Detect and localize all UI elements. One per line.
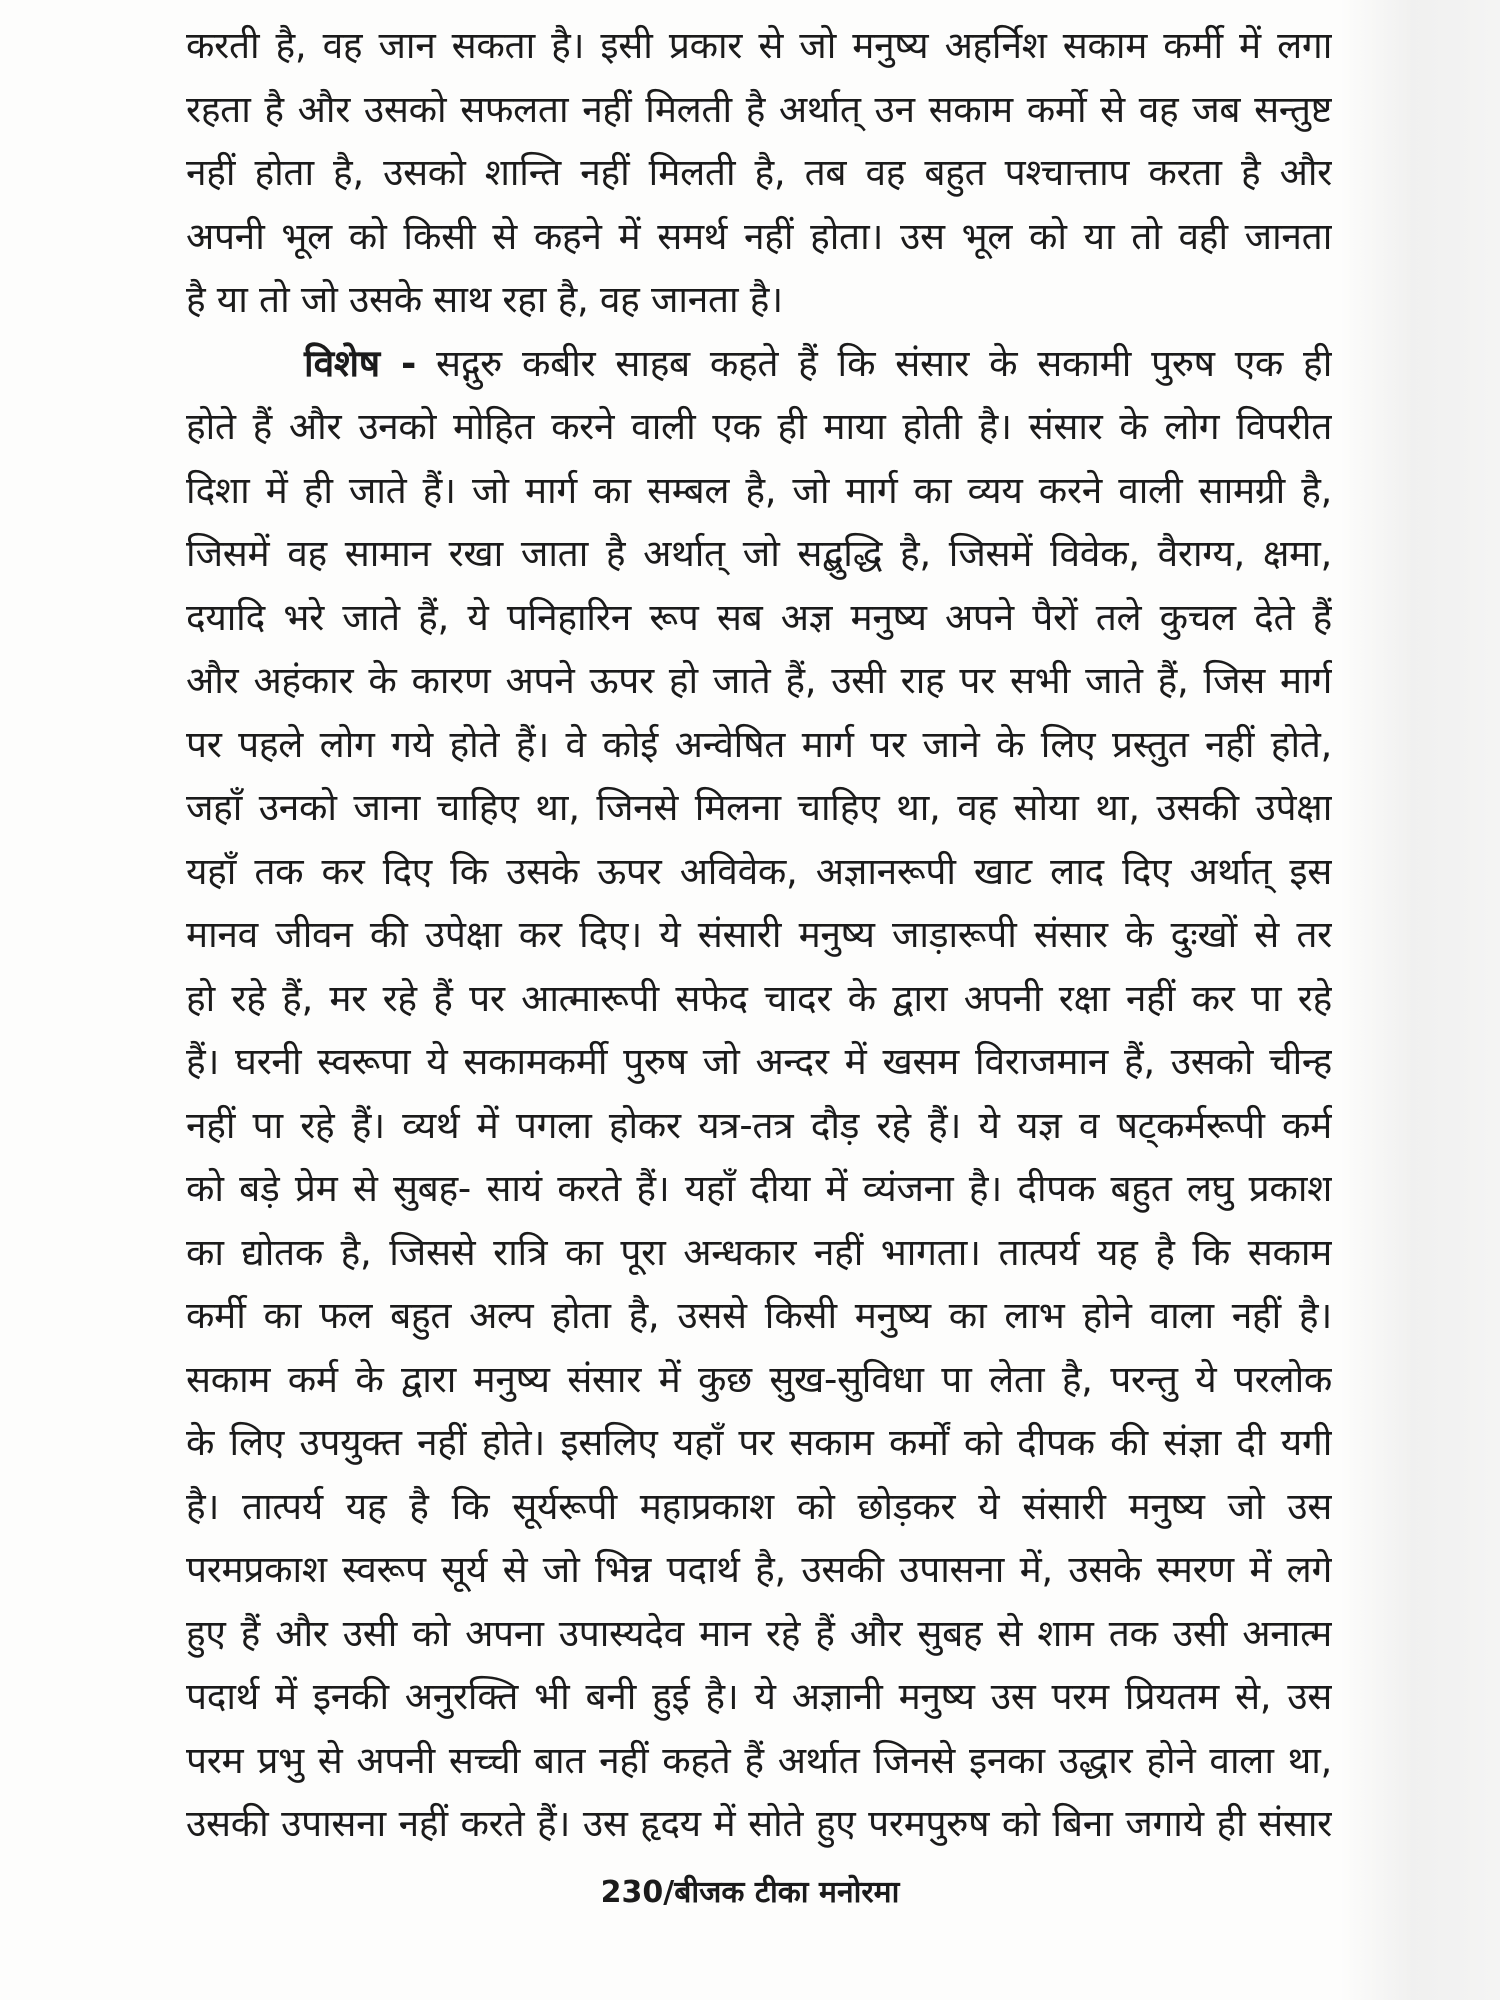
text-line: जिसमें वह सामान रखा जाता है अर्थात् जो सद्बुद्धि है, जिसमें विवेक, वैराग्य, क्षमा, [186,532,1332,575]
text-line: है या तो जो उसके साथ रहा है, वह जानता है। [186,278,783,321]
text-line: यहाँ तक कर दिए कि उसके ऊपर अविवेक, अज्ञानरूपी खाट लाद दिए अर्थात् इस [186,849,1332,893]
text-line: रहता है और उसको सफलता नहीं मिलती है अर्थात् उन सकाम कर्मो से वह जब सन्तुष्ट [186,87,1332,131]
text-line-with-heading [186,332,1332,396]
text-line: के लिए उपयुक्त नहीं होते। इसलिए यहाँ पर सकाम कर्मों को दीपक की संज्ञा दी यगी [186,1421,1332,1464]
body-text [186,14,1332,1856]
text-line-rest: सद्गुरु कबीर साहब कहते हैं कि संसार के सकामी पुरुष एक ही [436,341,1332,385]
text-line: मानव जीवन की उपेक्षा कर दिए। ये संसारी मनुष्य जाड़ारूपी संसार के दुःखों से तर [186,913,1332,956]
text-line: हुए हैं और उसी को अपना उपास्यदेव मान रहे हैं और सुबह से शाम तक उसी अनात्म [186,1611,1332,1655]
text-line: नहीं होता है, उसको शान्ति नहीं मिलती है, तब वह बहुत पश्चात्ताप करता है और [186,151,1332,194]
text-line: हो रहे हैं, मर रहे हैं पर आत्मारूपी सफेद चादर के द्वारा अपनी रक्षा नहीं कर पा रहे [186,976,1332,1020]
text-line: दयादि भरे जाते हैं, ये पनिहारिन रूप सब अज्ञ मनुष्य अपने पैरों तले कुचल देते हैं [186,595,1332,639]
text-line: होते हैं और उनको मोहित करने वाली एक ही माया होती है। संसार के लोग विपरीत [186,405,1332,448]
page-edge-shadow [1340,0,1500,2000]
section-heading: विशेष - [304,341,417,385]
text-line: सकाम कर्म के द्वारा मनुष्य संसार में कुछ सुख-सुविधा पा लेता है, परन्तु ये परलोक [186,1357,1332,1401]
text-line: उसकी उपासना नहीं करते हैं। उस हृदय में सोते हुए परमपुरुष को बिना जगाये ही संसार [186,1802,1332,1845]
text-line: को बड़े प्रेम से सुबह- सायं करते हैं। यहाँ दीया में व्यंजना है। दीपक बहुत लघु प्रकाश [186,1167,1332,1210]
page-footer: 230/बीजक टीका मनोरमा [600,1875,900,1910]
text-line: दिशा में ही जाते हैं। जो मार्ग का सम्बल है, जो मार्ग का व्यय करने वाली सामग्री है, [186,468,1332,512]
text-line: पदार्थ में इनकी अनुरक्ति भी बनी हुई है। ये अज्ञानी मनुष्य उस परम प्रियतम से, उस [186,1675,1332,1718]
text-line: अपनी भूल को किसी से कहने में समर्थ नहीं होता। उस भूल को या तो वही जानता [186,214,1332,258]
text-line: हैं। घरनी स्वरूपा ये सकामकर्मी पुरुष जो अन्दर में खसम विराजमान हैं, उसको चीन्ह [186,1040,1332,1083]
text-line: नहीं पा रहे हैं। व्यर्थ में पगला होकर यत्र-तत्र दौड़ रहे हैं। ये यज्ञ व षट्कर्मरूपी कर्म [186,1103,1332,1147]
text-line: जहाँ उनको जाना चाहिए था, जिनसे मिलना चाहिए था, वह सोया था, उसकी उपेक्षा [186,786,1332,829]
text-line: करती है, वह जान सकता है। इसी प्रकार से जो मनुष्य अहर्निश सकाम कर्मी में लगा [186,24,1332,67]
text-line: परम प्रभु से अपनी सच्ची बात नहीं कहते हैं अर्थात जिनसे इनका उद्धार होने वाला था, [186,1738,1332,1782]
text-line: का द्योतक है, जिससे रात्रि का पूरा अन्धकार नहीं भागता। तात्पर्य यह है कि सकाम [186,1230,1332,1274]
text-line: कर्मी का फल बहुत अल्प होता है, उससे किसी मनुष्य का लाभ होने वाला नहीं है। [186,1294,1332,1337]
text-line: पर पहले लोग गये होते हैं। वे कोई अन्वेषित मार्ग पर जाने के लिए प्रस्तुत नहीं होते, [186,722,1332,766]
text-line: परमप्रकाश स्वरूप सूर्य से जो भिन्न पदार्थ है, उसकी उपासना में, उसके स्मरण में लगे [186,1548,1332,1591]
text-line: है। तात्पर्य यह है कि सूर्यरूपी महाप्रकाश को छोड़कर ये संसारी मनुष्य जो उस [186,1484,1332,1528]
text-line: और अहंकार के कारण अपने ऊपर हो जाते हैं, उसी राह पर सभी जाते हैं, जिस मार्ग [186,659,1332,702]
